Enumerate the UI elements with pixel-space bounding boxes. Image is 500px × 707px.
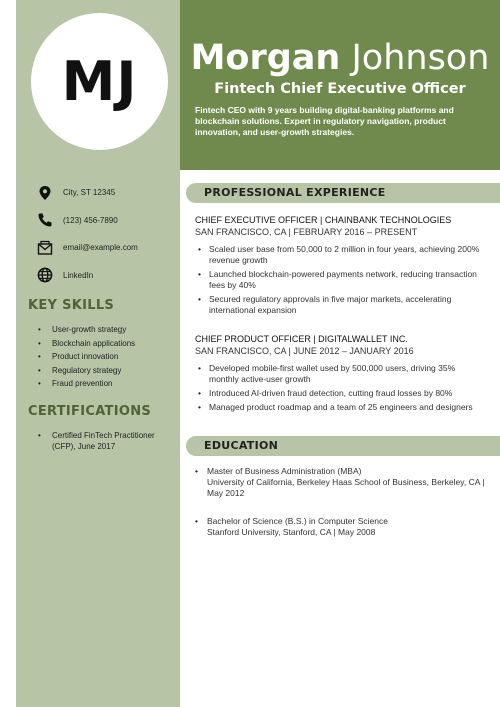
first-name: Morgan — [190, 38, 341, 78]
contact-location-text: City, ST 12345 — [63, 188, 116, 197]
education-item — [195, 466, 485, 499]
contact-linkedin[interactable] — [37, 266, 177, 285]
contact-location — [37, 183, 177, 202]
education-degree: • Bachelor of Science (B.S.) in Computer Science — [207, 516, 388, 526]
job-entry-2 — [195, 333, 485, 416]
phone-icon — [37, 212, 53, 228]
skill-item: • User-growth strategy — [38, 324, 170, 335]
last-name: Johnson — [351, 38, 490, 78]
certifications-heading: CERTIFICATIONS — [28, 404, 152, 419]
experience-heading: PROFESSIONAL EXPERIENCE — [204, 186, 386, 199]
job-title-2: CHIEF PRODUCT OFFICER | DIGITALWALLET INC. — [195, 334, 408, 344]
job-bullet: • Launched blockchain-powered payments network, reducing transaction fees by 40% — [195, 269, 485, 291]
job-bullet: • Secured regulatory approvals in five major markets, accelerating international expansion — [195, 294, 485, 316]
education-heading: EDUCATION — [204, 439, 279, 452]
contact-linkedin-text: LinkedIn — [63, 270, 94, 280]
education-heading-bar — [186, 436, 500, 456]
certification-item: • Certified FinTech Practitioner (CFP), June 2017 — [38, 430, 170, 452]
job-bullets-2 — [195, 363, 485, 413]
education-list-1 — [195, 466, 485, 499]
contact-email-text: email@example.com — [63, 243, 138, 252]
job-meta-2: SAN FRANCISCO, CA | JUNE 2012 – JANUARY 2016 — [195, 346, 414, 356]
job-bullet: • Managed product roadmap and a team of 25 engineers and designers — [195, 402, 485, 413]
education-list-2 — [195, 516, 485, 538]
skills-heading: KEY SKILLS — [28, 298, 115, 313]
job-meta-1: SAN FRANCISCO, CA | FEBRUARY 2016 – PRESENT — [195, 227, 418, 237]
contact-phone — [37, 211, 177, 230]
contact-email[interactable] — [37, 238, 177, 257]
skill-item: • Blockchain applications — [38, 338, 170, 349]
job-bullet: • Introduced AI-driven fraud detection, cutting fraud losses by 80% — [195, 388, 485, 399]
education-school: Stanford University, Stanford, CA | May 2008 — [207, 527, 376, 537]
profile-summary: Fintech CEO with 9 years building digital-banking platforms and blockchain solutions. Expert in regulatory navigation, product innovation, and user-growth strategies. — [195, 105, 454, 137]
monogram-circle — [31, 13, 168, 150]
job-title: Fintech Chief Executive Officer — [214, 81, 466, 97]
job-bullet: • Developed mobile-first wallet used by 500,000 users, driving 35% monthly active-user growth — [195, 363, 485, 385]
job-bullets-1 — [195, 244, 485, 316]
candidate-name — [190, 38, 490, 78]
experience-heading-bar — [186, 183, 500, 203]
education-degree: • Master of Business Administration (MBA) — [207, 466, 362, 476]
location-pin-icon — [37, 185, 53, 201]
monogram-initials: MJ — [61, 50, 138, 113]
globe-icon — [37, 267, 53, 283]
contact-phone-text: (123) 456-7890 — [63, 215, 118, 225]
certifications-list — [38, 430, 170, 455]
email-icon — [37, 240, 53, 256]
education-school: University of California, Berkeley Haas School of Business, Berkeley, CA | May 2012 — [207, 477, 485, 498]
job-title-1: CHIEF EXECUTIVE OFFICER | CHAINBANK TECHNOLOGIES — [195, 215, 452, 225]
skill-item: • Fraud prevention — [38, 378, 170, 389]
job-bullet: • Scaled user base from 50,000 to 2 million in four years, achieving 200% revenue growth — [195, 244, 485, 266]
skills-list — [38, 324, 170, 392]
job-entry-1 — [195, 214, 485, 319]
contact-list — [37, 183, 177, 293]
skill-item: • Product innovation — [38, 351, 170, 362]
education-item — [195, 516, 485, 538]
skill-item: • Regulatory strategy — [38, 365, 170, 376]
